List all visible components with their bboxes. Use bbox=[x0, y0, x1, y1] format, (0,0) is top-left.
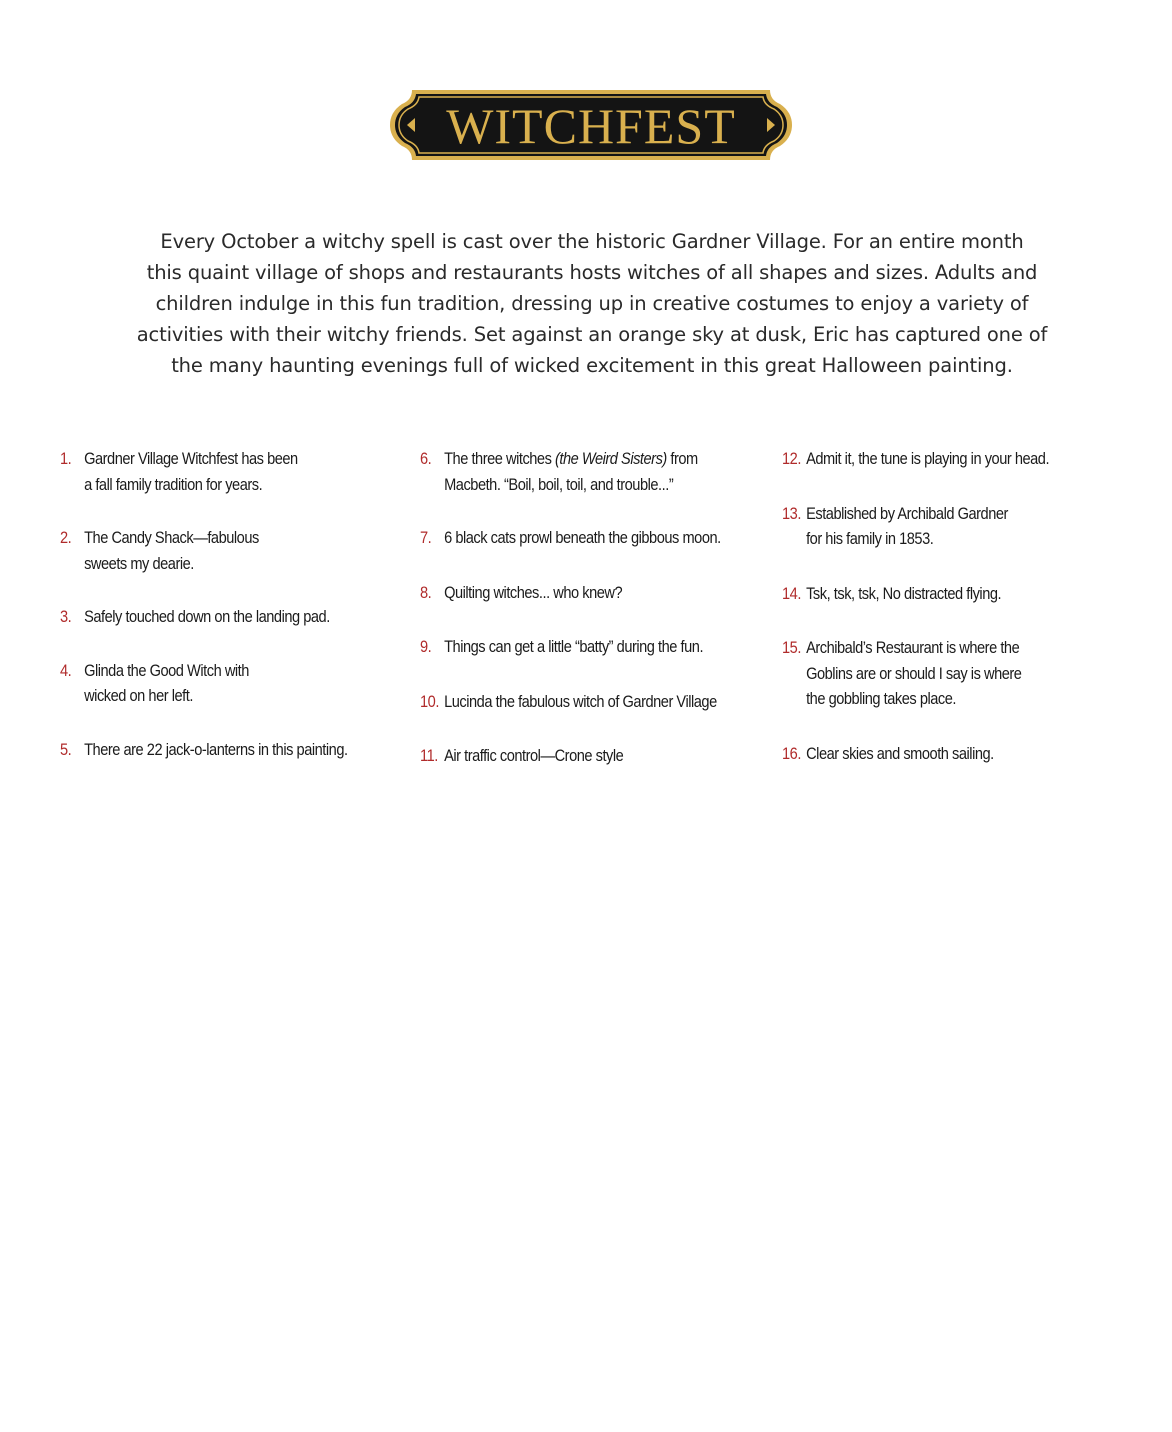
legend-number: 5. bbox=[60, 739, 72, 759]
legend-item-15 bbox=[782, 635, 1121, 712]
legend-text bbox=[444, 446, 779, 497]
legend-text bbox=[84, 525, 409, 576]
legend-text: 6 black cats prowl beneath the gibbous moon. bbox=[444, 528, 721, 547]
legend-line: Glinda the Good Witch with bbox=[84, 660, 249, 680]
legend-number: 10. bbox=[420, 691, 439, 711]
legend-number: 2. bbox=[60, 528, 72, 547]
legend-line-part: from bbox=[666, 449, 698, 468]
legend-item-10 bbox=[420, 689, 779, 715]
legend-line: The Candy Shack—fabulous bbox=[84, 528, 259, 547]
legend-line: sweets my dearie. bbox=[84, 553, 194, 573]
intro-paragraph bbox=[130, 226, 1054, 381]
logo-text: WITCHFEST bbox=[446, 98, 736, 154]
legend-item-14 bbox=[782, 581, 1121, 607]
legend-line: Archibald’s Restaurant is where the bbox=[806, 638, 1020, 657]
legend-line: a fall family tradition for years. bbox=[84, 474, 263, 494]
legend-item-6 bbox=[420, 446, 779, 497]
legend-number: 3. bbox=[60, 607, 72, 626]
legend-column-1 bbox=[60, 446, 410, 762]
legend-text: Clear skies and smooth sailing. bbox=[806, 743, 994, 763]
legend-column-2 bbox=[420, 446, 780, 769]
legend-line-emphasis: (the Weird Sisters) bbox=[555, 449, 667, 468]
legend-text: Quilting witches... who knew? bbox=[444, 582, 623, 602]
legend-number: 16. bbox=[782, 743, 801, 763]
legend-number: 14. bbox=[782, 583, 801, 603]
legend-line: wicked on her left. bbox=[84, 686, 193, 705]
legend-item-5 bbox=[60, 737, 409, 763]
intro-line: children indulge in this fun tradition, dressing up in creative costumes to enjoy a variety of bbox=[155, 292, 1029, 315]
legend-item-8 bbox=[420, 580, 779, 606]
legend-number: 4. bbox=[60, 660, 72, 680]
legend-number: 15. bbox=[782, 638, 801, 657]
legend-text: Air traffic control—Crone style bbox=[444, 746, 624, 765]
legend-number: 11. bbox=[420, 746, 438, 765]
intro-line: the many haunting evenings full of wicked excitement in this great Halloween painting. bbox=[171, 354, 1013, 377]
legend-text: Lucinda the fabulous witch of Gardner Village bbox=[444, 691, 717, 711]
legend-item-7 bbox=[420, 525, 779, 551]
legend-line: the gobbling takes place. bbox=[806, 689, 957, 708]
witchfest-banner bbox=[390, 90, 792, 160]
legend-item-4 bbox=[60, 658, 409, 709]
intro-line: activities with their witchy friends. Set against an orange sky at dusk, Eric has captured one of bbox=[136, 323, 1048, 346]
legend-column-3 bbox=[782, 446, 1122, 766]
legend-line-part: The three witches bbox=[444, 449, 556, 468]
legend-number: 8. bbox=[420, 582, 432, 602]
legend-text bbox=[806, 501, 1121, 552]
legend-item-12 bbox=[782, 446, 1121, 472]
legend-item-2 bbox=[60, 525, 409, 576]
legend-line: Goblins are or should I say is where bbox=[806, 663, 1022, 683]
legend-item-3 bbox=[60, 604, 409, 630]
legend-item-13 bbox=[782, 501, 1121, 552]
legend-number: 13. bbox=[782, 503, 801, 523]
legend-text: There are 22 jack-o-lanterns in this painting. bbox=[84, 739, 348, 759]
legend-text bbox=[806, 635, 1121, 712]
legend-item-16 bbox=[782, 741, 1121, 767]
legend-item-9 bbox=[420, 634, 779, 660]
legend-text bbox=[84, 658, 409, 709]
legend-number: 12. bbox=[782, 449, 801, 468]
legend-item-11 bbox=[420, 743, 779, 769]
intro-line: Every October a witchy spell is cast over the historic Gardner Village. For an entire month bbox=[160, 230, 1024, 253]
legend-text: Safely touched down on the landing pad. bbox=[84, 607, 330, 626]
legend-line: Established by Archibald Gardner bbox=[806, 503, 1008, 523]
intro-line: this quaint village of shops and restaurants hosts witches of all shapes and sizes. Adults and bbox=[146, 261, 1038, 284]
legend-number: 7. bbox=[420, 528, 432, 547]
legend-text: Things can get a little “batty” during the fun. bbox=[444, 637, 704, 656]
legend-text: Tsk, tsk, tsk, No distracted flying. bbox=[806, 583, 1002, 603]
legend-text: Admit it, the tune is playing in your head. bbox=[806, 449, 1050, 468]
legend-line: Gardner Village Witchfest has been bbox=[84, 449, 298, 468]
legend-item-1 bbox=[60, 446, 409, 497]
legend-line: Macbeth. “Boil, boil, toil, and trouble...” bbox=[444, 474, 674, 494]
legend-number: 1. bbox=[60, 449, 72, 468]
legend-number: 9. bbox=[420, 637, 432, 656]
witchfest-logo bbox=[390, 90, 792, 160]
legend-number: 6. bbox=[420, 449, 432, 468]
legend-text bbox=[84, 446, 409, 497]
legend-line: for his family in 1853. bbox=[806, 529, 934, 548]
